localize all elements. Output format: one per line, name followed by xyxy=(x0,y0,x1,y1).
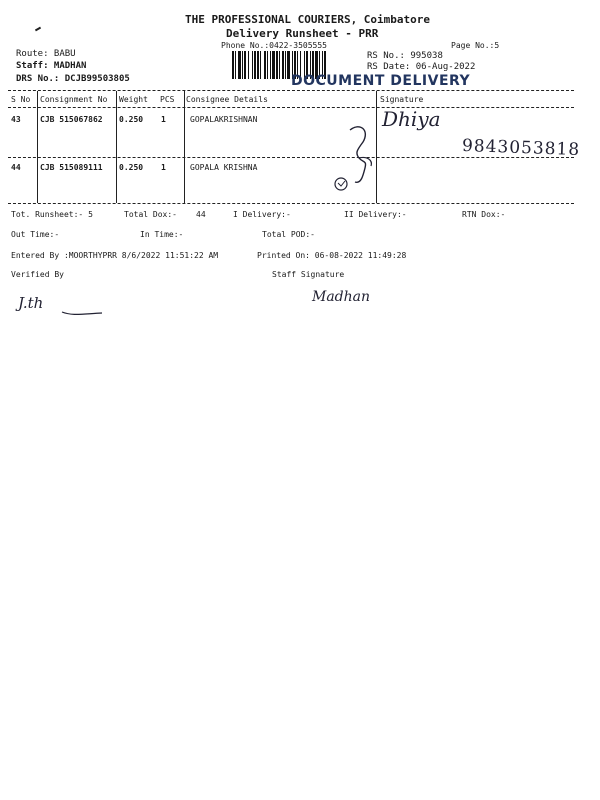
verified-by-label: Verified By xyxy=(11,270,64,279)
page-number: Page No.:5 xyxy=(451,41,500,50)
table-header-line xyxy=(8,107,574,108)
row1-signature: Dhiya xyxy=(382,107,441,131)
handwritten-scribble xyxy=(325,120,385,195)
header-consignee: Consignee Details xyxy=(186,95,268,104)
total-dox-value: 44 xyxy=(196,210,206,219)
drs-number: DRS No.: DCJB99503805 xyxy=(16,74,130,84)
total-runsheet: Tot. Runsheet:- 5 xyxy=(11,210,93,219)
rs-number: RS No.: 995038 xyxy=(367,51,443,61)
row1-sno: 43 xyxy=(11,115,21,124)
second-delivery: II Delivery:- xyxy=(344,210,407,219)
first-delivery: I Delivery:- xyxy=(233,210,291,219)
col-sep-2 xyxy=(116,91,117,203)
total-dox-label: Total Dox:- xyxy=(124,210,177,219)
row1-consignment: CJB 515067862 xyxy=(40,115,103,124)
route: Route: BABU xyxy=(16,49,76,59)
in-time: In Time:- xyxy=(140,230,184,239)
row1-pcs: 1 xyxy=(161,115,166,124)
staff: Staff: MADHAN xyxy=(16,61,87,71)
printed-on: Printed On: 06-08-2022 11:49:28 xyxy=(257,251,407,260)
company-title: THE PROFESSIONAL COURIERS, Coimbatore xyxy=(185,13,431,26)
row1-weight: 0.250 xyxy=(119,115,144,124)
header-pcs: PCS xyxy=(160,95,175,104)
verifier-signature: J.th xyxy=(18,294,44,312)
row2-pcs: 1 xyxy=(161,163,166,172)
verifier-signature-stroke xyxy=(60,308,105,318)
staff-signature: Madhan xyxy=(312,289,371,305)
document-delivery-stamp: DOCUMENT DELIVERY xyxy=(291,73,471,89)
row2-consignee: GOPALA KRISHNA xyxy=(190,163,258,172)
scan-mark xyxy=(35,27,41,32)
total-pod: Total POD:- xyxy=(262,230,315,239)
staff-signature-label: Staff Signature xyxy=(272,270,345,279)
header-weight: Weight xyxy=(119,95,148,104)
rs-date: RS Date: 06-Aug-2022 xyxy=(367,62,476,72)
row1-consignee: GOPALAKRISHNAN xyxy=(190,115,258,124)
table-bottom-line xyxy=(8,203,574,204)
return-dox: RTN Dox:- xyxy=(462,210,506,219)
phone-number: Phone No.:0422-3505555 xyxy=(221,41,327,50)
header-signature: Signature xyxy=(380,95,424,104)
row2-consignment: CJB 515089111 xyxy=(40,163,103,172)
row1-handwritten-phone: 9843053818 xyxy=(461,135,581,161)
row2-weight: 0.250 xyxy=(119,163,144,172)
entered-by: Entered By :MOORTHYPRR 8/6/2022 11:51:22 AM xyxy=(11,251,219,260)
table-top-line xyxy=(8,90,574,91)
row2-sno: 44 xyxy=(11,163,21,172)
header-consignment: Consignment No xyxy=(40,95,108,104)
header-sno: S No xyxy=(11,95,31,104)
row-divider-line xyxy=(8,157,574,158)
col-sep-3 xyxy=(184,91,185,203)
runsheet-subtitle: Delivery Runsheet - PRR xyxy=(226,27,379,40)
out-time: Out Time:- xyxy=(11,230,60,239)
col-sep-1 xyxy=(37,91,38,203)
